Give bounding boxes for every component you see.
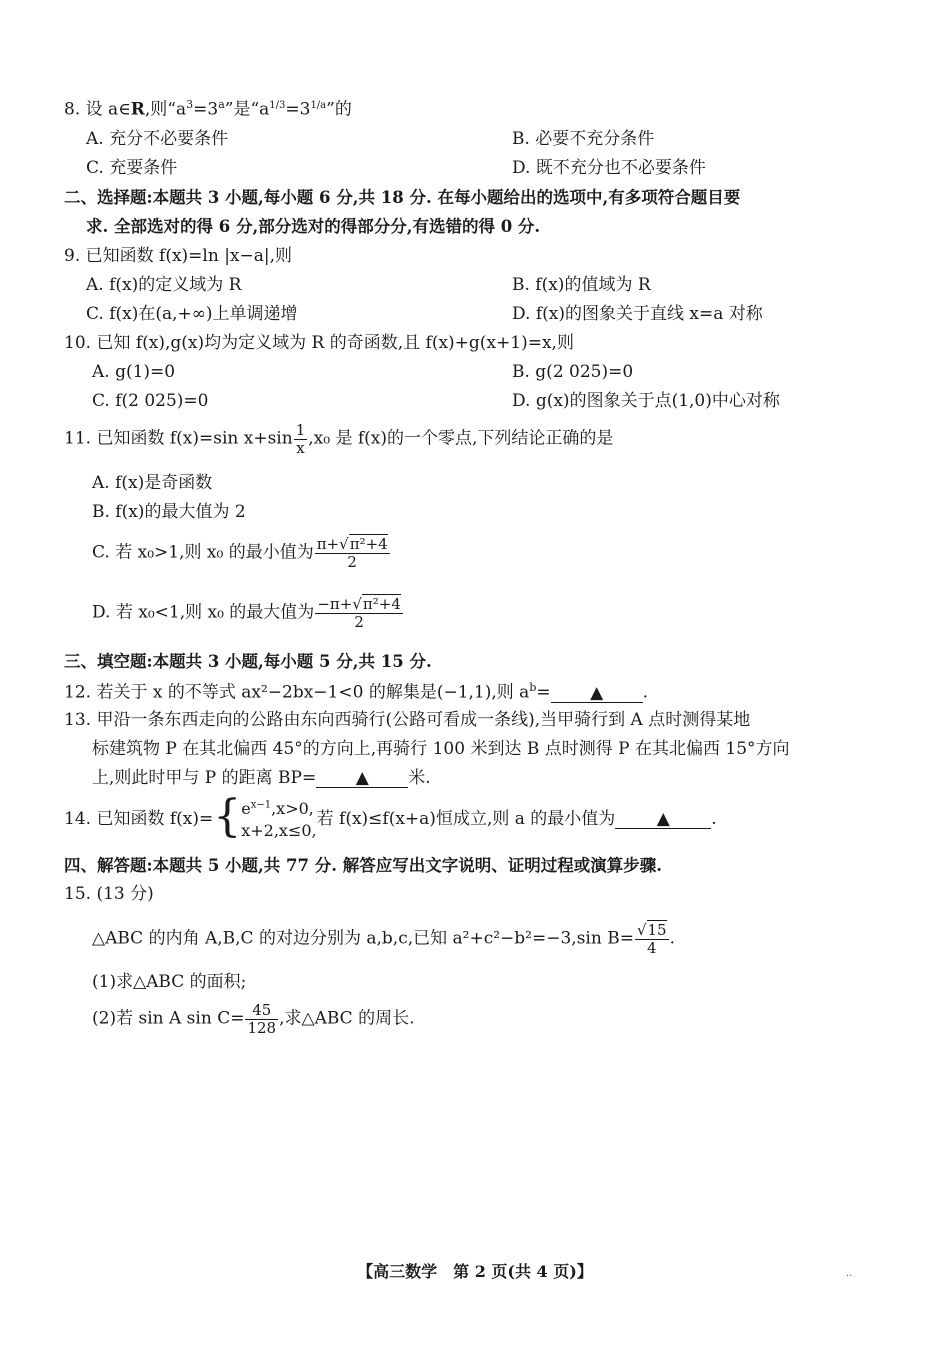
q8-option-c: C. 充要条件 (86, 158, 178, 178)
q12-answer-blank[interactable]: ▲ (551, 685, 643, 703)
q11-d-den: 2 (354, 612, 364, 631)
q15-head: 15. (13 分) (64, 884, 154, 904)
q9-stem: 9. 已知函数 f(x)=ln |x−a|,则 (64, 246, 293, 266)
q13-line1: 13. 甲沿一条东西走向的公路由东向西骑行(公路可看成一条线),当甲骑行到 A 点时测得某地 (64, 710, 751, 730)
q11-fraction (294, 422, 308, 456)
q8-stem-d: ”是“a (224, 99, 270, 120)
q11-stem (64, 422, 613, 456)
q12-eq: = (536, 682, 551, 703)
q8-stem-r: R (130, 99, 145, 120)
q15-stem (92, 922, 675, 956)
q9-option-a: A. f(x)的定义域为 R (86, 275, 242, 295)
q8-stem-a: 8. 设 a∈ (64, 99, 131, 120)
q8-stem (64, 98, 352, 121)
q12-stem (64, 681, 648, 704)
q11-c-num-a: π+ (316, 535, 340, 553)
q11-option-c-text: C. 若 x₀>1,则 x₀ 的最小值为 (92, 542, 314, 563)
q11-c-num-sqrt: π²+4 (349, 535, 388, 553)
q11-option-d (92, 596, 404, 630)
page-footer: 【高三数学 第 2 页(共 4 页)】 (357, 1262, 593, 1281)
section2-line1: 二、选择题:本题共 3 小题,每小题 6 分,共 18 分. 在每小题给出的选项中,有多项符合题目要 (64, 188, 741, 207)
section4-title: 四、解答题:本题共 5 小题,共 77 分. 解答应写出文字说明、证明过程或演算步骤. (64, 856, 662, 875)
q15-stem-end: . (669, 928, 676, 949)
q14-stem-b: 若 f(x)≤f(x+a)恒成立,则 a 的最小值为 (316, 808, 616, 829)
q11-stem-b: ,x₀ 是 f(x)的一个零点,下列结论正确的是 (308, 428, 614, 449)
q10-stem: 10. 已知 f(x),g(x)均为定义域为 R 的奇函数,且 f(x)+g(x+1)=x,则 (64, 333, 574, 353)
q8-stem-f: ”的 (326, 99, 352, 120)
q9-option-d: D. f(x)的图象关于直线 x=a 对称 (512, 304, 763, 324)
q14-case1-cond: ,x>0, (271, 799, 314, 818)
q13-answer-blank[interactable]: ▲ (316, 770, 408, 788)
q12-sup: b (529, 681, 537, 694)
q15-part2-num: 45 (245, 1002, 278, 1020)
q14-brace-icon: { (213, 790, 242, 842)
q11-option-d-fraction: $\frac{\text{−π+√π²+4}}{2}$ (317, 595, 401, 631)
q13-line3 (92, 768, 431, 789)
q15-frac-den: 4 (647, 938, 657, 957)
q15-stem-a: △ABC 的内角 A,B,C 的对边分别为 a,b,c,已知 a²+c²−b²=−3,sin B= (92, 928, 634, 949)
q15-part2-b: ,求△ABC 的周长. (279, 1008, 415, 1029)
q11-frac-num: 1 (295, 421, 306, 439)
q13-line2: 标建筑物 P 在其北偏西 45°的方向上,再骑行 100 米到达 B 点时测得 P 在其北偏西 15°方向 (92, 739, 790, 759)
q8-stem-c: =3 (193, 99, 219, 120)
q14-case1: e (241, 799, 251, 818)
q8-option-a: A. 充分不必要条件 (86, 129, 229, 149)
q10-option-c: C. f(2 025)=0 (92, 391, 209, 411)
q11-d-num-a: −π+ (317, 595, 353, 613)
q11-option-c (92, 536, 391, 570)
q14-stem-a: 14. 已知函数 f(x)= (64, 808, 214, 829)
q15-part1: (1)求△ABC 的面积; (92, 972, 247, 992)
q11-option-d-text: D. 若 x₀<1,则 x₀ 的最大值为 (92, 602, 315, 623)
q15-part2 (92, 1002, 414, 1036)
q11-c-den: 2 (347, 552, 357, 571)
q15-fraction: $\frac{√15}{4}$ (636, 921, 667, 957)
q8-supa: a (218, 98, 225, 111)
q15-part2-den: 128 (247, 1018, 277, 1037)
q12-end: . (642, 682, 649, 703)
q14-case2: x+2,x≤0, (241, 820, 317, 840)
q8-stem-b: ,则“a (144, 99, 187, 120)
q14-answer-blank[interactable]: ▲ (615, 811, 711, 829)
q12-stem-text: 12. 若关于 x 的不等式 ax²−2bx−1<0 的解集是(−1,1),则 a (64, 682, 530, 703)
q15-frac-num: 15 (647, 921, 667, 939)
section2-line2: 求. 全部选对的得 6 分,部分选对的得部分分,有选错的得 0 分. (86, 217, 541, 236)
q15-part2-a: (2)若 sin A sin C= (92, 1008, 245, 1029)
q13-line3-text: 上,则此时甲与 P 的距离 BP= (92, 768, 317, 788)
q11-option-b: B. f(x)的最大值为 2 (92, 502, 246, 522)
q8-sup1a: 1/a (310, 100, 327, 111)
q14-case1-sup: x−1 (250, 799, 272, 811)
q13-end: 米. (408, 768, 431, 788)
q10-option-a: A. g(1)=0 (92, 362, 176, 382)
q14-piecewise (241, 798, 316, 841)
q10-option-d: D. g(x)的图象关于点(1,0)中心对称 (512, 391, 780, 411)
q11-d-num-sqrt: π²+4 (362, 595, 401, 613)
q15-part2-fraction (245, 1002, 278, 1036)
q8-option-d: D. 既不充分也不必要条件 (512, 158, 706, 178)
q9-option-b: B. f(x)的值域为 R (512, 275, 651, 295)
q11-option-a: A. f(x)是奇函数 (92, 473, 213, 493)
q14-stem (64, 790, 717, 842)
q11-option-c-fraction: $\frac{\text{π+√π²+4}}{2}$ (316, 535, 388, 571)
q14-end: . (711, 808, 717, 829)
q8-sup3: 3 (186, 98, 194, 111)
q8-stem-e: =3 (285, 99, 311, 120)
q11-stem-a: 11. 已知函数 f(x)=sin x+sin (64, 428, 293, 449)
q9-option-c: C. f(x)在(a,+∞)上单调递增 (86, 304, 298, 324)
q8-option-b: B. 必要不充分条件 (512, 129, 655, 149)
corner-mark: .. (846, 1268, 853, 1279)
q10-option-b: B. g(2 025)=0 (512, 362, 634, 382)
q11-frac-den: x (296, 438, 305, 457)
q8-sup13: 1/3 (269, 100, 286, 111)
section3-title: 三、填空题:本题共 3 小题,每小题 5 分,共 15 分. (64, 652, 432, 671)
